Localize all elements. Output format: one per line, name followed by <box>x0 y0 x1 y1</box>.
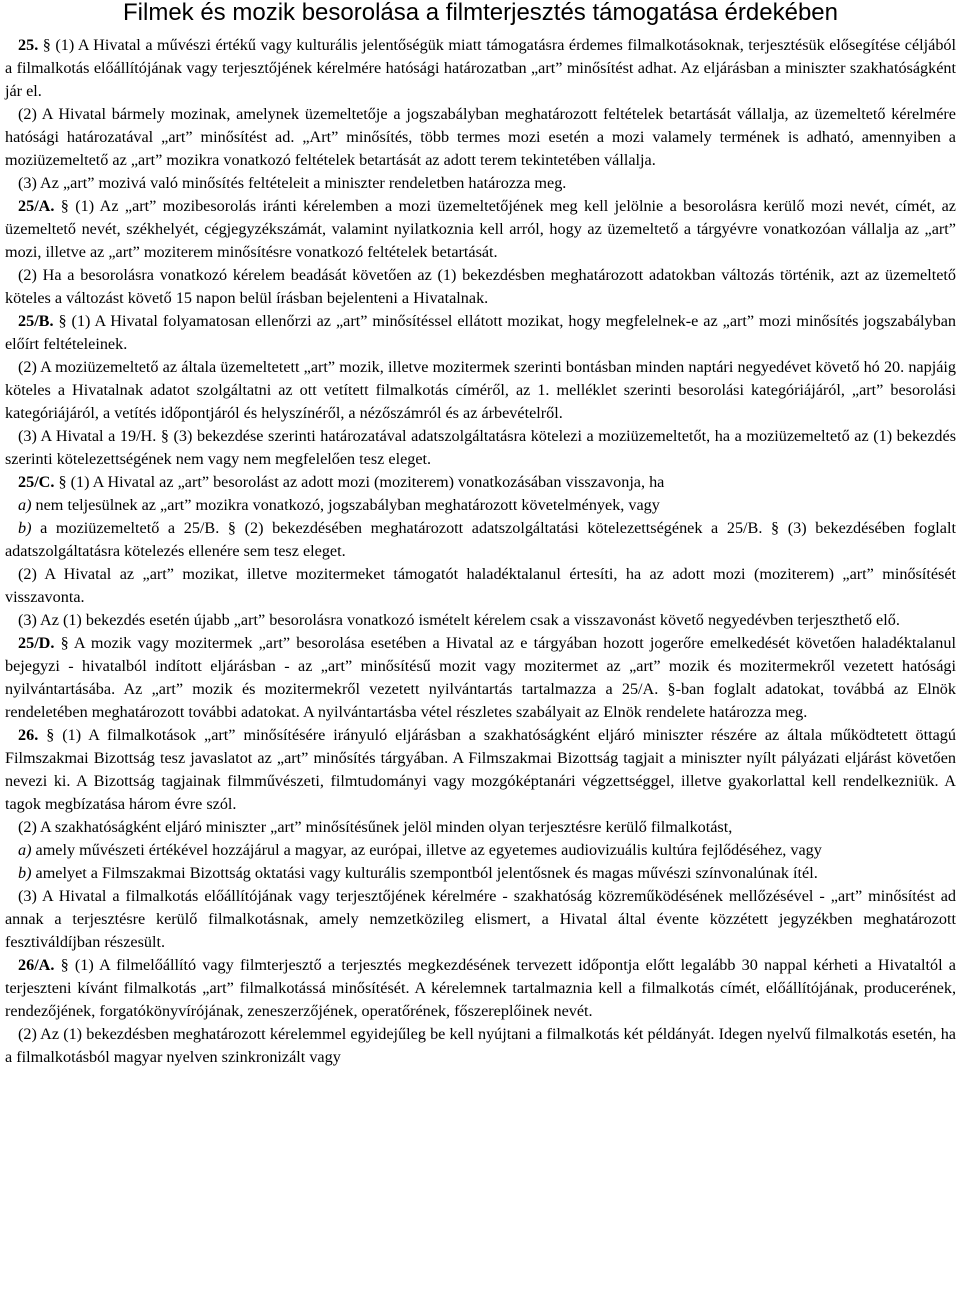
list-label: b) <box>18 864 32 882</box>
paragraph <box>5 517 956 563</box>
paragraph-text: (2) Ha a besorolásra vonatkozó kérelem beadását követően az (1) bekezdésben meghatározott adatokban változás történik, azt az üzemeltető köteles a változást követő 15 napon belül írásban bejelenteni a Hivatalnak. <box>5 266 956 307</box>
paragraph-text: (2) Az (1) bekezdésben meghatározott kérelemmel egyidejűleg be kell nyújtani a filmalkotás két példányát. Idegen nyelvű filmalkotás esetén, ha a filmalkotásból magyar nyelven szinkronizált vagy <box>5 1025 956 1066</box>
section-number: 25. <box>18 36 39 54</box>
list-label: a) <box>18 841 32 859</box>
section-number: 26. <box>18 726 39 744</box>
paragraph <box>5 310 956 356</box>
list-label: b) <box>18 519 32 537</box>
paragraph <box>5 172 956 195</box>
paragraph <box>5 356 956 425</box>
paragraph <box>5 264 956 310</box>
paragraph-text: (3) A Hivatal a 19/H. § (3) bekezdése szerinti határozatával adatszolgáltatásra kötelezi a moziüzemeltetőt, ha a moziüzemeltető az (1) bekezdés szerinti kötelezettségének nem vagy nem megfelelően tesz eleget. <box>5 427 956 468</box>
paragraph <box>5 471 956 494</box>
paragraph <box>5 954 956 1023</box>
paragraph <box>5 195 956 264</box>
paragraph-text: (2) A moziüzemeltető az általa üzemeltetett „art” mozik, illetve mozitermek szerinti bontásban minden naptári negyedévet követő hó 20. napjáig köteles a Hivatalnak adatot szolgáltatni az ott vetített filmalkotás címéről, az 1. melléklet szerinti besorolási kategóriájáról, „art” besorolási kategóriájáról, a vetítés időpontjáról és helyszínéről, a nézőszámról és az árbevételről. <box>5 358 956 422</box>
paragraph <box>5 425 956 471</box>
paragraph-text: (3) Az (1) bekezdés esetén újabb „art” besorolásra vonatkozó ismételt kérelem csak a visszavonást követő negyedévben terjeszthető elő. <box>18 611 900 629</box>
section-number: 25/D. <box>18 634 55 652</box>
paragraph-text: (2) A Hivatal bármely mozinak, amelynek üzemeltetője a jogszabályban meghatározott feltételek betartását vállalja, az üzemeltető kérelmére hatósági határozatával „art” minősítést ad. „Art” minősítés, több termes mozi esetén a mozi valamely termének is adható, amennyiben a moziüzemeltető az „art” mozikra vonatkozó feltételek betartását az adott terem tekintetében vállalja. <box>5 105 956 169</box>
paragraph <box>5 609 956 632</box>
paragraph <box>5 885 956 954</box>
paragraph-text: § (1) A filmelőállító vagy filmterjesztő a terjesztés megkezdésének tervezett időpontja előtt legalább 30 nappal kérheti a Hivataltól a terjeszteni kívánt filmalkotás „art” filmalkotássá minősítését. A kérelemnek tartalmaznia kell a filmalkotás címét, előállítójának, producerének, rendezőjének, forgatókönyvírójának, zeneszerzőjének, operatőrének, főszereplőinek nevét. <box>5 956 956 1020</box>
paragraph <box>5 103 956 172</box>
paragraph-text: amely művészeti értékével hozzájárul a magyar, az európai, illetve az egyetemes audiovizuális kultúra fejlődéséhez, vagy <box>31 841 822 859</box>
paragraph-text: (3) A Hivatal a filmalkotás előállítójának vagy terjesztőjének kérelmére - szakhatóság közreműködésének mellőzésével - „art” minősítést ad annak a terjesztésre kerülő filmalkotásnak, amely nemzetközileg elismert, a Hivatal által évente közzétett jegyzékben meghatározott fesztiváldíjban részesült. <box>5 887 956 951</box>
paragraph-text: a moziüzemeltető a 25/B. § (2) bekezdésében meghatározott adatszolgáltatási kötelezettségének a 25/B. § (3) bekezdésében foglalt adatszolgáltatásra kötelezés ellenére sem tesz eleget. <box>5 519 956 560</box>
paragraph <box>5 494 956 517</box>
list-label: a) <box>18 496 32 514</box>
section-number: 25/C. <box>18 473 55 491</box>
paragraph-text: § (1) A Hivatal az „art” besorolást az adott mozi (moziterem) vonatkozásában visszavonja, ha <box>54 473 665 491</box>
paragraph-text: amelyet a Filmszakmai Bizottság oktatási vagy kulturális szempontból jelentősnek és magas művészi színvonalúnak ítél. <box>31 864 818 882</box>
paragraph-text: § (1) A filmalkotások „art” minősítésére irányuló eljárásban a szakhatóságként eljáró miniszter részére az általa működtetett öttagú Filmszakmai Bizottság tesz javaslatot az „art” minősítés tárgyában. A Filmszakmai Bizottság tagjait a miniszter nyílt pályázati eljárást követően nevezi ki. A Bizottság tagjainak filmművészeti, filmtudományi vagy mozgóképtanári végzettséggel, illetve gyakorlattal kell rendelkezniük. A tagok megbízatása három évre szól. <box>5 726 956 813</box>
paragraph <box>5 632 956 724</box>
section-number: 25/A. <box>18 197 55 215</box>
paragraph <box>5 839 956 862</box>
paragraph <box>5 862 956 885</box>
paragraph-text: (3) Az „art” mozivá való minősítés feltételeit a miniszter rendeletben határozza meg. <box>18 174 567 192</box>
paragraph-text: § (1) A Hivatal a művészi értékű vagy kulturális jelentőségük miatt támogatásra érdemes filmalkotásoknak, terjesztésük elősegítése céljából a filmalkotás előállítójának vagy terjesztőjének kérelmére hatósági határozatban „art” minősítést adhat. Az eljárásban a miniszter szakhatóságként jár el. <box>5 36 956 100</box>
paragraph <box>5 724 956 816</box>
paragraph-text: § (1) Az „art” mozibesorolás iránti kérelemben a mozi üzemeltetőjének meg kell jelölnie a besorolásra kerülő mozi nevét, címét, az üzemeltető nevét, székhelyét, cégjegyzékszámát, valamint nyilatkoznia kell arról, hogy az üzemeltető a tárgyévre vonatkozóan vállalja az „art” mozi, illetve az „art” moziterem minősítésre vonatkozó feltételek betartását. <box>5 197 956 261</box>
section-number: 25/B. <box>18 312 54 330</box>
paragraph <box>5 816 956 839</box>
paragraph-text: (2) A Hivatal az „art” mozikat, illetve mozitermeket támogatót haladéktalanul értesíti, ha az adott mozi (moziterem) „art” minősítését visszavonta. <box>5 565 956 606</box>
paragraph-text: nem teljesülnek az „art” mozikra vonatkozó, jogszabályban meghatározott követelmények, vagy <box>31 496 660 514</box>
paragraph-text: § (1) A Hivatal folyamatosan ellenőrzi az „art” minősítéssel ellátott mozikat, hogy megfelelnek-e az „art” mozi minősítés jogszabályban előírt feltételeinek. <box>5 312 956 353</box>
paragraph-text: (2) A szakhatóságként eljáró miniszter „art” minősítésűnek jelöl minden olyan terjesztésre kerülő filmalkotást, <box>18 818 733 836</box>
paragraph <box>5 34 956 103</box>
page-title: Filmek és mozik besorolása a filmterjesztés támogatása érdekében <box>123 0 838 26</box>
paragraph-text: § A mozik vagy mozitermek „art” besorolása esetében a Hivatal az e tárgyában hozott jogerőre emelkedését követően haladéktalanul bejegyzi - hivatalból indított eljárásban - az „art” minősítésű mozit vagy mozitermet az „art” mozik és mozitermekről vezetett hatósági nyilvántartásába. Az „art” mozik és mozitermekről vezetett nyilvántartás tartalmazza a 25/A. §-ban foglalt adatokat, továbbá az Elnök rendeletében meghatározott további adatokat. A nyilvántartásba vétel részletes szabályait az Elnök rendelete határozza meg. <box>5 634 956 721</box>
section-number: 26/A. <box>18 956 55 974</box>
paragraph <box>5 563 956 609</box>
document-body <box>5 34 956 1069</box>
paragraph <box>5 1023 956 1069</box>
